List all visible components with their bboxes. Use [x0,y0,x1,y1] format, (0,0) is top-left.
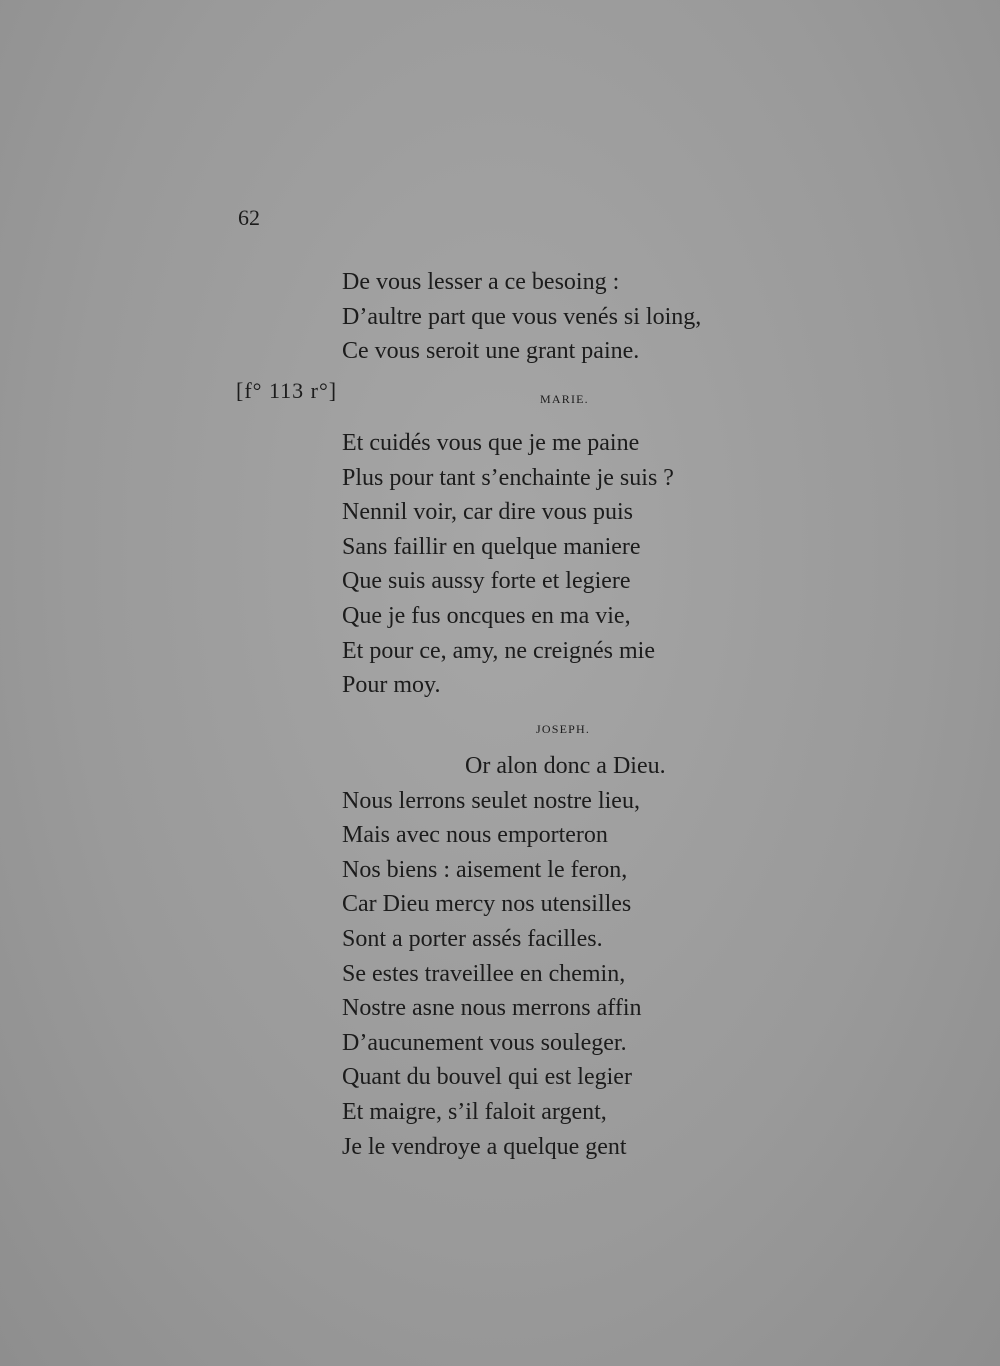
verse-line: Nos biens : aisement le feron, [342,856,628,883]
verse-line: Nostre asne nous merrons affin [342,995,642,1022]
verse-line: Or alon donc a Dieu. [465,753,666,779]
verse-line: De vous lesser a ce besoing : [342,269,620,295]
verse-line: Et cuidés vous que je me paine [342,430,640,456]
speaker-marie: MARIE. [540,392,589,406]
verse-line: D’aultre part que vous venés si loing, [342,303,702,330]
verse-line: Nennil voir, car dire vous puis [342,499,633,526]
verse-line: Mais avec nous emporteron [342,822,608,849]
verse-block-1 [342,265,802,369]
verse-line: Et pour ce, amy, ne creignés mie [342,637,655,664]
verse-line: Plus pour tant s’enchainte je suis ? [342,464,674,491]
verse-line: Car Dieu mercy nos utensilles [342,891,632,918]
verse-line: Que suis aussy forte et legiere [342,568,631,595]
speaker-joseph: JOSEPH. [536,722,591,736]
page-number: 62 [238,205,260,230]
verse-line: Sont a porter assés facilles. [342,925,603,952]
verse-line: Je le vendroye a quelque gent [342,1133,627,1160]
verse-block-2 [342,426,802,703]
verse-line: D’aucunement vous souleger. [342,1029,627,1056]
verse-line: Quant du bouvel qui est legier [342,1064,632,1091]
verse-line: Nous lerrons seulet nostre lieu, [342,787,640,814]
verse-block-3 [342,749,802,1164]
folio-reference: [f° 113 r°] [236,378,338,403]
verse-line: Sans faillir en quelque maniere [342,533,641,560]
verse-line: Ce vous seroit une grant paine. [342,338,640,365]
verse-line: Que je fus oncques en ma vie, [342,602,631,629]
verse-line: Pour moy. [342,672,441,699]
verse-line: Se estes traveillee en chemin, [342,960,626,987]
verse-line: Et maigre, s’il faloit argent, [342,1098,607,1125]
